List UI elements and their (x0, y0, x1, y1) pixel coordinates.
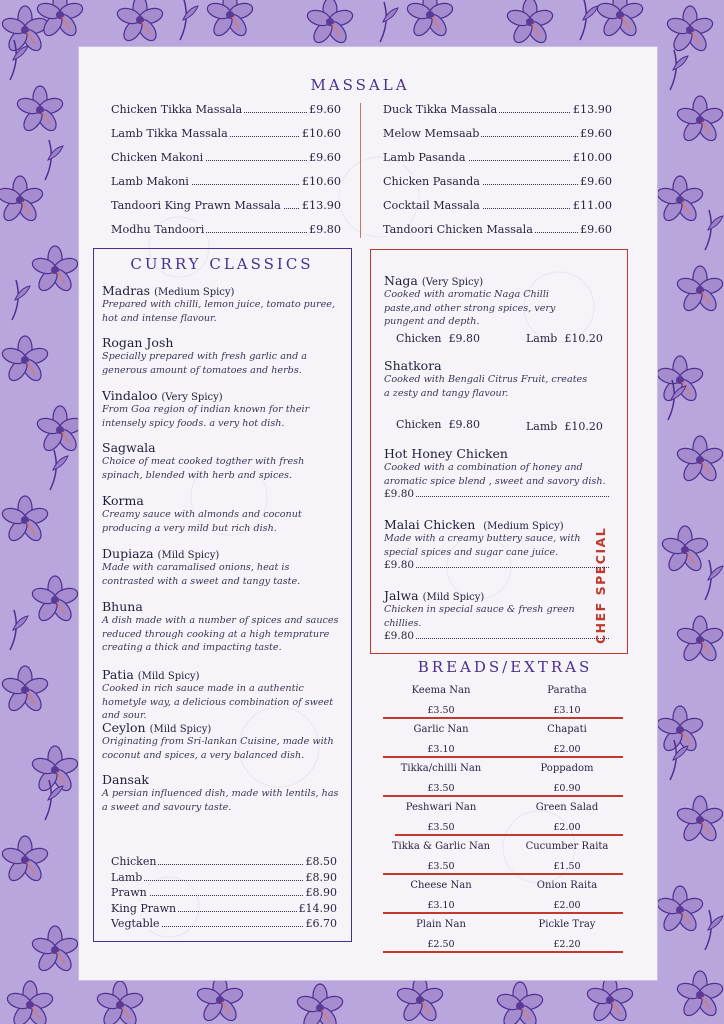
curry-item-tag: (Very Spicy) (161, 392, 223, 403)
curry-item-tag: (Mild Spicy) (149, 724, 212, 735)
bread-right-price: £0.90 (553, 783, 581, 794)
curry-item-title (102, 720, 342, 735)
massala-right-name: Cocktail Massala (383, 199, 480, 212)
curry-item-desc: Originating from Sri-lankan Cuisine, made with coconut and spices, a very balanced dish. (102, 736, 334, 761)
curry-item (102, 440, 342, 482)
massala-right-row (383, 175, 612, 188)
curry-item (102, 335, 342, 377)
curry-price-row (111, 886, 337, 899)
malai-name: Malai Chicken (384, 517, 476, 532)
massala-left-name: Modhu Tandoori (111, 223, 205, 236)
curry-item (102, 599, 342, 655)
bread-divider (383, 756, 623, 758)
bread-right-name: Onion Raita (536, 880, 598, 891)
bread-left-price: £2.50 (427, 939, 455, 950)
curry-item-title (102, 283, 342, 298)
massala-left-name: Chicken Makoni (111, 151, 204, 164)
massala-left-row (111, 199, 341, 212)
hot-honey-name: Hot Honey Chicken (384, 446, 508, 461)
jalwa-desc: Chicken in special sauce & fresh green chillies. (384, 604, 575, 629)
massala-right-name: Chicken Pasanda (383, 175, 480, 188)
massala-left-row (111, 127, 341, 140)
bread-right-name: Cucumber Raita (525, 841, 609, 852)
curry-price-value: £14.90 (298, 901, 337, 915)
massala-left-price: £10.60 (301, 127, 341, 140)
bread-right-price: £3.10 (553, 705, 581, 716)
curry-item-tag: (Mild Spicy) (157, 550, 220, 561)
bread-left-name: Tikka & Garlic Nan (391, 841, 491, 852)
curry-item-name: Dansak (102, 772, 149, 787)
shatkora-item (384, 358, 594, 400)
curry-item-name: Bhuna (102, 599, 143, 614)
shatkora-lamb: Lamb £10.20 (526, 420, 603, 433)
curry-price-value: £6.70 (305, 917, 337, 930)
curry-item (102, 720, 342, 762)
naga-name: Naga (384, 273, 418, 288)
bread-left-price: £3.50 (427, 783, 455, 794)
massala-left-price: £13.90 (301, 199, 341, 212)
bread-right-price: £2.20 (553, 939, 581, 950)
bread-right-price: £2.00 (553, 822, 581, 833)
curry-item (102, 283, 342, 325)
curry-item (102, 388, 342, 430)
curry-item-title (102, 440, 342, 455)
massala-left-price: £9.60 (308, 103, 341, 116)
bread-left-name: Peshwari Nan (405, 802, 477, 813)
curry-item (102, 772, 342, 814)
bread-left-name: Cheese Nan (410, 880, 472, 891)
bread-right-price: £1.50 (553, 861, 581, 872)
massala-left-row (111, 103, 341, 116)
massala-right-row (383, 103, 612, 116)
massala-right-price: £13.90 (572, 103, 612, 116)
bread-divider (395, 834, 623, 836)
massala-right-name: Tandoori Chicken Massala (383, 223, 533, 236)
curry-classics-title: CURRY CLASSICS (130, 255, 314, 273)
massala-right-price: £9.60 (579, 175, 612, 188)
bread-divider (383, 795, 623, 797)
naga-desc: Cooked with aromatic Naga Chilli paste,and other strong spices, very pungent and depth. (384, 289, 556, 328)
curry-item-desc: Creamy sauce with almonds and coconut producing a very mild but rich dish. (102, 509, 302, 534)
hot-honey-desc: Cooked with a combination of honey and aromatic spice blend , sweet and savory dish. (384, 462, 606, 487)
curry-price-name: Prawn (111, 886, 147, 899)
curry-item-name: Sagwala (102, 440, 156, 455)
massala-left-row (111, 223, 341, 236)
bread-left-price: £3.10 (427, 900, 455, 911)
bread-right-name: Paratha (547, 685, 587, 696)
jalwa-price: £9.80 (384, 630, 415, 643)
jalwa-name: Jalwa (384, 588, 419, 603)
curry-item-desc: From Goa region of indian known for their intensely spicy foods. a very hot dish. (102, 404, 310, 429)
curry-item-desc: Specially prepared with fresh garlic and a generous amount of tomatoes and herbs. (102, 351, 308, 376)
massala-right-name: Lamb Pasanda (383, 151, 466, 164)
curry-price-name: Vegtable (111, 917, 160, 930)
bread-left-name: Keema Nan (411, 685, 471, 696)
bread-divider (383, 912, 623, 914)
curry-item-tag: (Medium Spicy) (154, 287, 235, 298)
bread-divider (383, 717, 623, 719)
curry-item-title (102, 388, 342, 403)
massala-divider (360, 103, 361, 238)
massala-right-price: £10.00 (572, 151, 612, 164)
massala-right-row (383, 151, 612, 164)
curry-price-value: £8.90 (305, 870, 337, 884)
massala-right-price: £9.60 (579, 127, 612, 140)
curry-price-value: £8.90 (305, 886, 337, 899)
curry-price-name: King Prawn (111, 901, 177, 915)
massala-left-name: Chicken Tikka Massala (111, 103, 243, 116)
bread-left-name: Tikka/chilli Nan (400, 763, 482, 774)
curry-price-name: Chicken (111, 855, 157, 868)
curry-item-tag: (Mild Spicy) (137, 671, 200, 682)
massala-right-price: £9.60 (579, 223, 612, 236)
massala-left-name: Lamb Tikka Massala (111, 127, 228, 140)
curry-item-title (102, 772, 342, 787)
massala-left-row (111, 175, 341, 188)
curry-item (102, 546, 342, 588)
curry-price-row (111, 855, 337, 868)
bread-left-name: Plain Nan (416, 919, 466, 930)
curry-item-title (102, 667, 342, 682)
massala-left-row (111, 151, 341, 164)
bread-left-price: £3.50 (427, 822, 455, 833)
naga-tag: (Very Spicy) (421, 277, 484, 288)
curry-item-name: Vindaloo (102, 388, 158, 403)
curry-item-name: Korma (102, 493, 144, 508)
naga-item (384, 273, 594, 329)
bread-left-price: £3.50 (427, 705, 455, 716)
curry-item-name: Ceylon (102, 720, 146, 735)
curry-price-row (111, 902, 337, 915)
hot-honey-price: £9.80 (384, 488, 415, 501)
malai-desc: Made with a creamy buttery sauce, with special spices and sugar cane juice. (384, 533, 581, 558)
bread-right-name: Chapati (547, 724, 587, 735)
shatkora-desc: Cooked with Bengali Citrus Fruit, creates a zesty and tangy flavour. (384, 374, 588, 399)
curry-item-title (102, 599, 342, 614)
massala-right-name: Melow Memsaab (383, 127, 480, 140)
curry-item-desc: A dish made with a number of spices and sauces reduced through cooking at a high temprature creating a thick and impacting taste. (102, 615, 339, 654)
hot-honey-item (384, 446, 609, 500)
massala-title: MASSALA (310, 76, 410, 94)
curry-item-name: Patia (102, 667, 134, 682)
jalwa-item (384, 588, 609, 642)
bread-right-name: Pickle Tray (538, 919, 596, 930)
curry-item-desc: Prepared with chilli, lemon juice, tomato puree, hot and intense flavour. (102, 299, 335, 324)
curry-item-desc: Made with caramalised onions, heat is contrasted with a sweet and tangy taste. (102, 562, 301, 587)
curry-item-name: Rogan Josh (102, 335, 174, 350)
jalwa-tag: (Mild Spicy) (422, 592, 485, 603)
bread-divider (383, 873, 623, 875)
curry-price-name: Lamb (111, 870, 143, 884)
massala-right-name: Duck Tikka Massala (383, 103, 498, 116)
bread-right-name: Green Salad (535, 802, 599, 813)
massala-right-row (383, 127, 612, 140)
massala-right-row (383, 223, 612, 236)
massala-right-price: £11.00 (572, 199, 612, 212)
massala-left-name: Tandoori King Prawn Massala (111, 199, 281, 212)
massala-left-price: £10.60 (301, 175, 341, 188)
bread-left-price: £3.10 (427, 744, 455, 755)
shatkora-name: Shatkora (384, 358, 442, 373)
shatkora-chicken: Chicken £9.80 (396, 418, 480, 431)
bread-divider (383, 951, 623, 953)
naga-lamb: Lamb £10.20 (526, 332, 603, 345)
curry-item (102, 493, 342, 535)
massala-left-price: £9.60 (308, 151, 341, 164)
bread-right-name: Poppadom (540, 763, 594, 774)
curry-item-name: Madras (102, 283, 151, 298)
bread-right-price: £2.00 (553, 744, 581, 755)
massala-left-name: Lamb Makoni (111, 175, 189, 188)
chef-special-label: CHEF SPECIAL (593, 526, 608, 644)
curry-price-row (111, 871, 337, 884)
curry-price-row (111, 917, 337, 930)
curry-item-desc: Choice of meat cooked togther with fresh spinach, blended with herb and spices. (102, 456, 305, 481)
bread-right-price: £2.00 (553, 900, 581, 911)
curry-item-title (102, 546, 342, 561)
malai-item (384, 517, 609, 571)
curry-price-value: £8.50 (305, 855, 337, 868)
malai-price: £9.80 (384, 559, 415, 572)
naga-chicken: Chicken £9.80 (396, 332, 480, 345)
massala-right-row (383, 199, 612, 212)
bread-left-name: Garlic Nan (413, 724, 469, 735)
massala-left-price: £9.80 (308, 223, 341, 236)
bread-left-price: £3.50 (427, 861, 455, 872)
curry-item-name: Dupiaza (102, 546, 154, 561)
curry-item-title (102, 335, 342, 350)
curry-item-title (102, 493, 342, 508)
curry-item (102, 667, 342, 723)
breads-title: BREADS/EXTRAS (417, 658, 593, 676)
malai-tag: (Medium Spicy) (483, 521, 564, 532)
curry-item-desc: Cooked in rich sauce made in a authentic hometyle way, a delicious combination of sweet and sour. (102, 683, 334, 722)
curry-item-desc: A persian influenced dish, made with lentils, has a sweet and savoury taste. (102, 788, 339, 813)
